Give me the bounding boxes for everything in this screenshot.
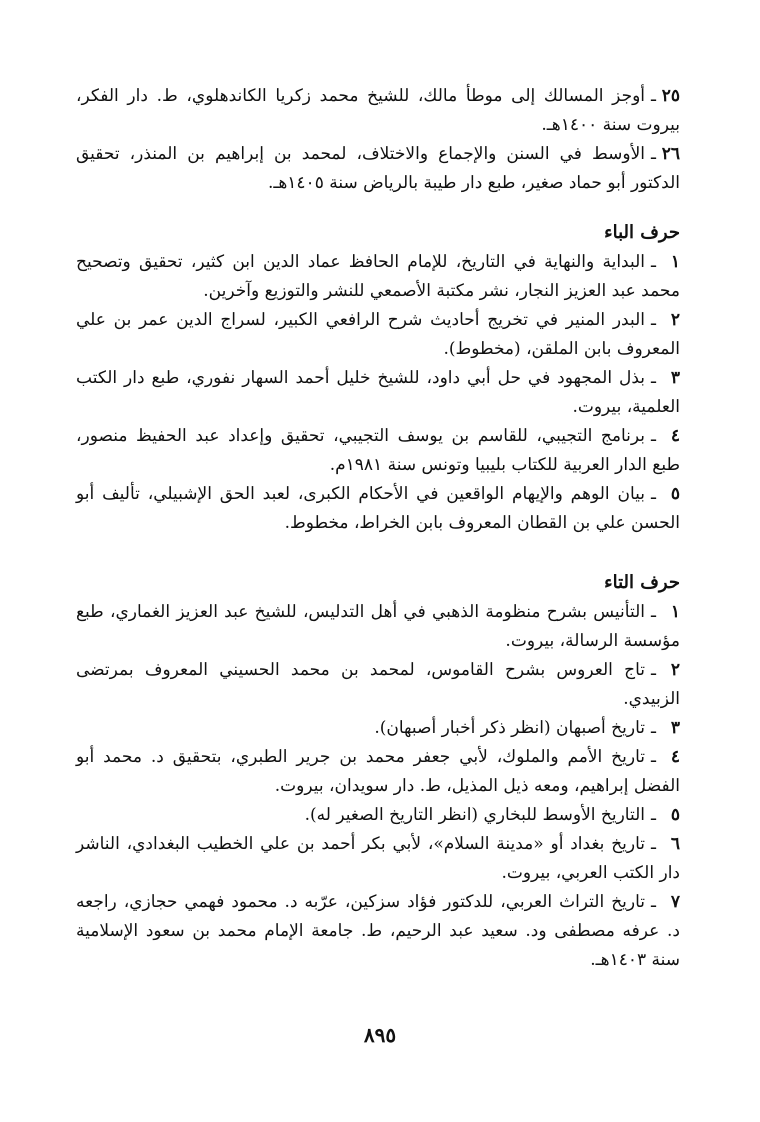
bibliography-entry: [76, 830, 680, 888]
entry-dash: ـ: [651, 602, 656, 622]
entry-number: ١: [670, 252, 680, 272]
bibliography-entry: [76, 888, 680, 975]
section-heading: حرف الباء: [604, 222, 680, 243]
bibliography-entry: [76, 656, 680, 714]
entry-dash: ـ: [651, 892, 656, 912]
entry-text: تاريخ الأمم والملوك، لأبي جعفر محمد بن جرير الطبري، بتحقيق د. محمد أبو الفضل إبراهيم، ومعه ذيل المذيل، ط. دار سويدان، بيروت.: [76, 747, 680, 796]
bibliography-entry: [76, 714, 680, 743]
bibliography-entry: [76, 598, 680, 656]
entry-dash: ـ: [651, 252, 656, 272]
section-heading: حرف التاء: [604, 572, 680, 593]
entry-number: ٦: [670, 834, 680, 854]
entry-text: بذل المجهود في حل أبي داود، للشيخ خليل أحمد السهار نفوري، طبع دار الكتب العلمية، بيروت.: [76, 368, 680, 417]
entry-text: التأنيس بشرح منظومة الذهبي في أهل التدليس، للشيخ عبد العزيز الغماري، طبع مؤسسة الرسالة، بيروت.: [76, 602, 680, 651]
entry-number: ٤: [670, 747, 680, 767]
entry-dash: ـ: [651, 426, 656, 446]
entry-number: ٢: [670, 310, 680, 330]
entry-dash: ـ: [651, 834, 656, 854]
entry-number: ٢٦: [661, 144, 680, 164]
bibliography-entry: [76, 82, 680, 140]
entry-text: تاريخ بغداد أو «مدينة السلام»، لأبي بكر أحمد بن علي الخطيب البغدادي، الناشر دار الكتب العربي، بيروت.: [76, 834, 680, 883]
entry-text: بيان الوهم والإيهام الواقعين في الأحكام الكبرى، لعبد الحق الإشبيلي، تأليف أبو الحسن علي بن القطان المعروف بابن الخراط، مخطوط.: [76, 484, 680, 533]
page-number: ٨٩٥: [363, 1023, 397, 1047]
bibliography-section-ta: [76, 568, 680, 975]
entry-text: البدر المنير في تخريج أحاديث شرح الرافعي الكبير، لسراج الدين عمر بن علي المعروف بابن الملقن، (مخطوط).: [76, 310, 680, 359]
bibliography-entry: [76, 422, 680, 480]
entry-number: ١: [670, 602, 680, 622]
bibliography-entry: [76, 743, 680, 801]
entry-dash: ـ: [651, 368, 656, 388]
bibliography-entry: [76, 480, 680, 538]
bibliography-entry: [76, 140, 680, 198]
entry-dash: ـ: [651, 718, 656, 738]
entry-text: تاريخ التراث العربي، للدكتور فؤاد سزكين، عرّبه د. محمود فهمي حجازي، راجعه د. عرفه مصطفى ود. سعيد عبد الرحيم، ط. جامعة الإمام محمد بن سعود الإسلامية سنة ١٤٠٣هـ.: [76, 892, 680, 970]
bibliography-entry: [76, 248, 680, 306]
entry-number: ٥: [670, 805, 680, 825]
entry-number: ٧: [670, 892, 680, 912]
entry-dash: ـ: [651, 747, 656, 767]
bibliography-section-alif: [76, 82, 680, 198]
bibliography-entry: [76, 306, 680, 364]
entry-dash: ـ: [651, 484, 656, 504]
entry-dash: ـ: [651, 86, 656, 106]
bibliography-section-ba: [76, 218, 680, 538]
entry-dash: ـ: [651, 805, 656, 825]
entry-dash: ـ: [651, 660, 656, 680]
entry-text: الأوسط في السنن والإجماع والاختلاف، لمحمد بن إبراهيم بن المنذر، تحقيق الدكتور أبو حماد صغير، طبع دار طيبة بالرياض سنة ١٤٠٥هـ.: [76, 144, 680, 193]
entry-dash: ـ: [651, 144, 656, 164]
entry-number: ٣: [670, 718, 680, 738]
entry-text: تاج العروس بشرح القاموس، لمحمد بن محمد الحسيني المعروف بمرتضى الزبيدي.: [76, 660, 680, 709]
entry-text: أوجز المسالك إلى موطأ مالك، للشيخ محمد زكريا الكاندهلوي، ط. دار الفكر، بيروت سنة ١٤٠٠هـ.: [76, 86, 680, 135]
bibliography-page: [76, 82, 680, 975]
entry-text: التاريخ الأوسط للبخاري (انظر التاريخ الصغير له).: [304, 805, 646, 825]
entry-number: ٣: [670, 368, 680, 388]
bibliography-entry: [76, 801, 680, 830]
entry-dash: ـ: [651, 310, 656, 330]
bibliography-entry: [76, 364, 680, 422]
entry-number: ٢: [670, 660, 680, 680]
entry-text: البداية والنهاية في التاريخ، للإمام الحافظ عماد الدين ابن كثير، تحقيق وتصحيح محمد عبد العزيز النجار، نشر مكتبة الأصمعي للنشر والتوزيع وآخرين.: [76, 252, 680, 301]
entry-text: تاريخ أصبهان (انظر ذكر أخبار أصبهان).: [374, 718, 646, 738]
entry-number: ٥: [670, 484, 680, 504]
entry-number: ٢٥: [661, 86, 680, 106]
entry-number: ٤: [670, 426, 680, 446]
entry-text: برنامج التجيبي، للقاسم بن يوسف التجيبي، تحقيق وإعداد عبد الحفيظ منصور، طبع الدار العربية للكتاب بليبيا وتونس سنة ١٩٨١م.: [76, 426, 680, 475]
